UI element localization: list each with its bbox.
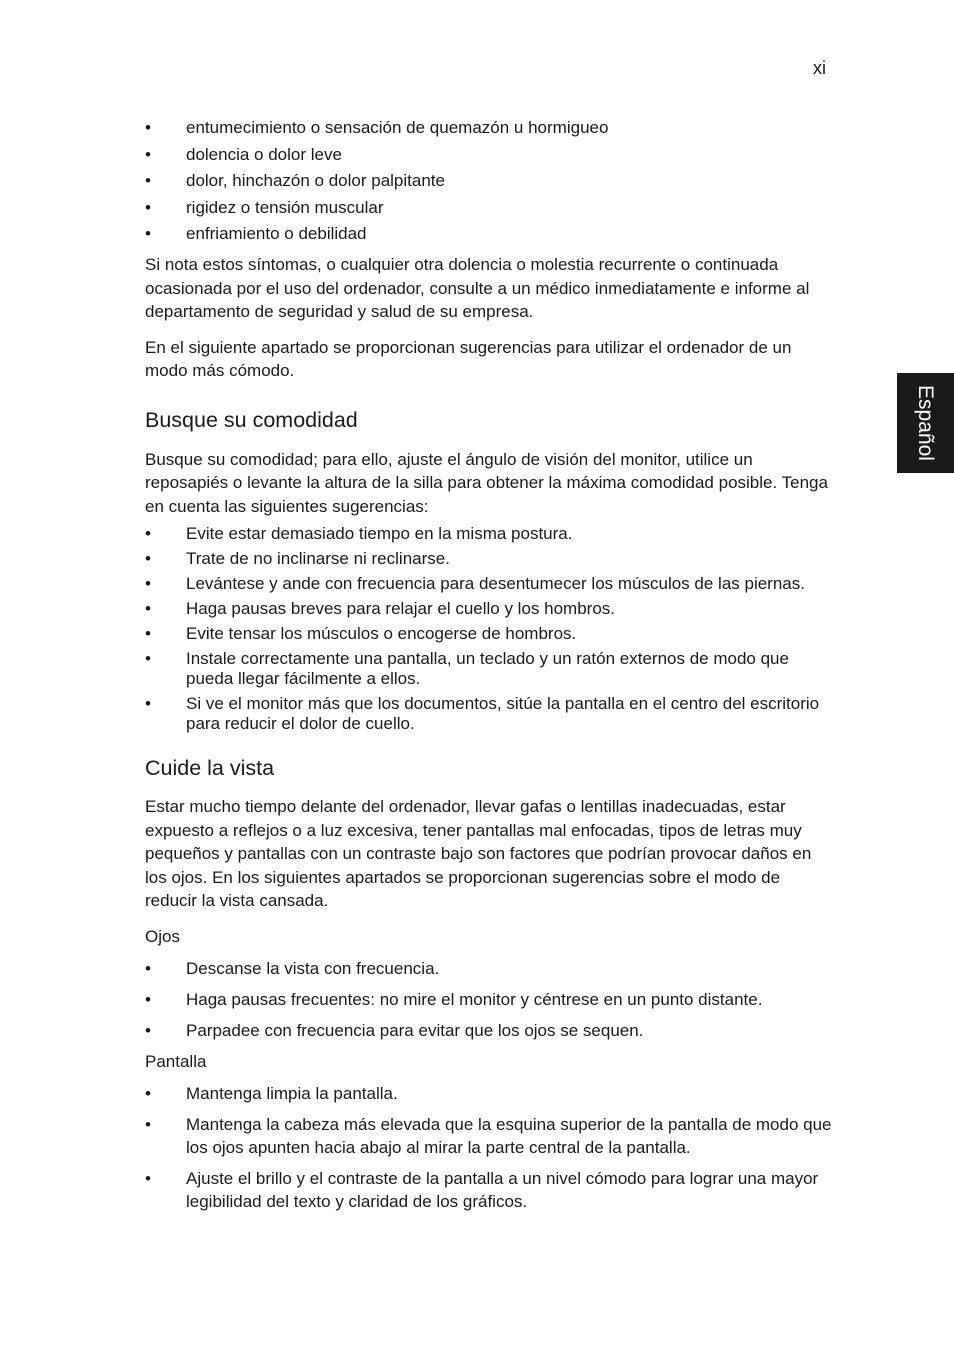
list-item: • Descanse la vista con frecuencia. bbox=[145, 958, 440, 978]
list-item: • Trate de no inclinarse ni reclinarse. bbox=[145, 549, 450, 568]
list-item: • Evite estar demasiado tiempo en la misma postura. bbox=[145, 524, 573, 543]
list-item: • rigidez o tensión muscular bbox=[145, 197, 384, 217]
list-item: • Instale correctamente una pantalla, un teclado y un ratón externos de modo que pueda llegar fácilmente a ellos. bbox=[145, 649, 789, 688]
list-item: • Evite tensar los músculos o encogerse de hombros. bbox=[145, 624, 577, 643]
list-item: • Haga pausas breves para relajar el cuello y los hombros. bbox=[145, 599, 616, 618]
list-item: • enfriamiento o debilidad bbox=[145, 224, 367, 243]
screen-list bbox=[145, 1082, 835, 1213]
list-item: • Parpadee con frecuencia para evitar que los ojos se sequen. bbox=[145, 1020, 644, 1040]
list-item: • entumecimiento o sensación de quemazón u hormigueo bbox=[145, 118, 609, 137]
list-item: • Ajuste el brillo y el contraste de la pantalla a un nivel cómodo para lograr una mayor legibilidad del texto y claridad de los gráficos. bbox=[145, 1168, 819, 1211]
list-item: • dolor, hinchazón o dolor palpitante bbox=[145, 171, 445, 190]
comfort-list bbox=[145, 524, 835, 734]
paragraph-comfort: Busque su comodidad; para ello, ajuste el ángulo de visión del monitor, utilice un reposapiés o levante la altura de la silla para obtener la máxima comodidad posible. Tenga en cuenta las siguientes sugerencias: bbox=[145, 449, 828, 516]
list-item: • Mantenga la cabeza más elevada que la esquina superior de la pantalla de modo que los ojos apunten hacia abajo al mirar la parte central de la pantalla. bbox=[145, 1114, 832, 1157]
paragraph-suggestions-intro: En el siguiente apartado se proporcionan sugerencias para utilizar el ordenador de un modo más cómodo. bbox=[145, 337, 792, 380]
language-tab-label: Español bbox=[914, 385, 937, 461]
list-item: • Mantenga limpia la pantalla. bbox=[145, 1083, 398, 1103]
list-item: • Si ve el monitor más que los documentos, sitúe la pantalla en el centro del escritorio para reducir el dolor de cuello. bbox=[145, 694, 820, 733]
symptom-list bbox=[145, 118, 835, 244]
paragraph-vision: Estar mucho tiempo delante del ordenador, llevar gafas o lentillas inadecuadas, estar expuesto a reflejos o a luz excesiva, tener pantallas mal enfocadas, tipos de letras muy pequeños y pantallas con un contraste bajo son factores que podrían provocar daños en los ojos. En los siguientes apartados se proporcionan sugerencias sobre el modo de reducir la vista cansada. bbox=[145, 797, 812, 910]
page-number: xi bbox=[813, 58, 826, 78]
paragraph-consult-doctor: Si nota estos síntomas, o cualquier otra dolencia o molestia recurrente o continuada ocasionada por el uso del ordenador, consulte a un médico inmediatamente e informe al departamento de seguridad y salud de su empresa. bbox=[145, 255, 810, 321]
language-tab bbox=[897, 373, 954, 473]
page-content bbox=[145, 118, 835, 1221]
list-item: • Haga pausas frecuentes: no mire el monitor y céntrese en un punto distante. bbox=[145, 989, 763, 1009]
eyes-list bbox=[145, 957, 835, 1042]
subheading-eyes: Ojos bbox=[145, 926, 180, 946]
section-heading-comfort: Busque su comodidad bbox=[145, 407, 358, 432]
list-item: • Levántese y ande con frecuencia para desentumecer los músculos de las piernas. bbox=[145, 574, 805, 593]
subheading-screen: Pantalla bbox=[145, 1051, 207, 1071]
section-heading-vision: Cuide la vista bbox=[145, 756, 275, 780]
list-item: • dolencia o dolor leve bbox=[145, 144, 342, 164]
